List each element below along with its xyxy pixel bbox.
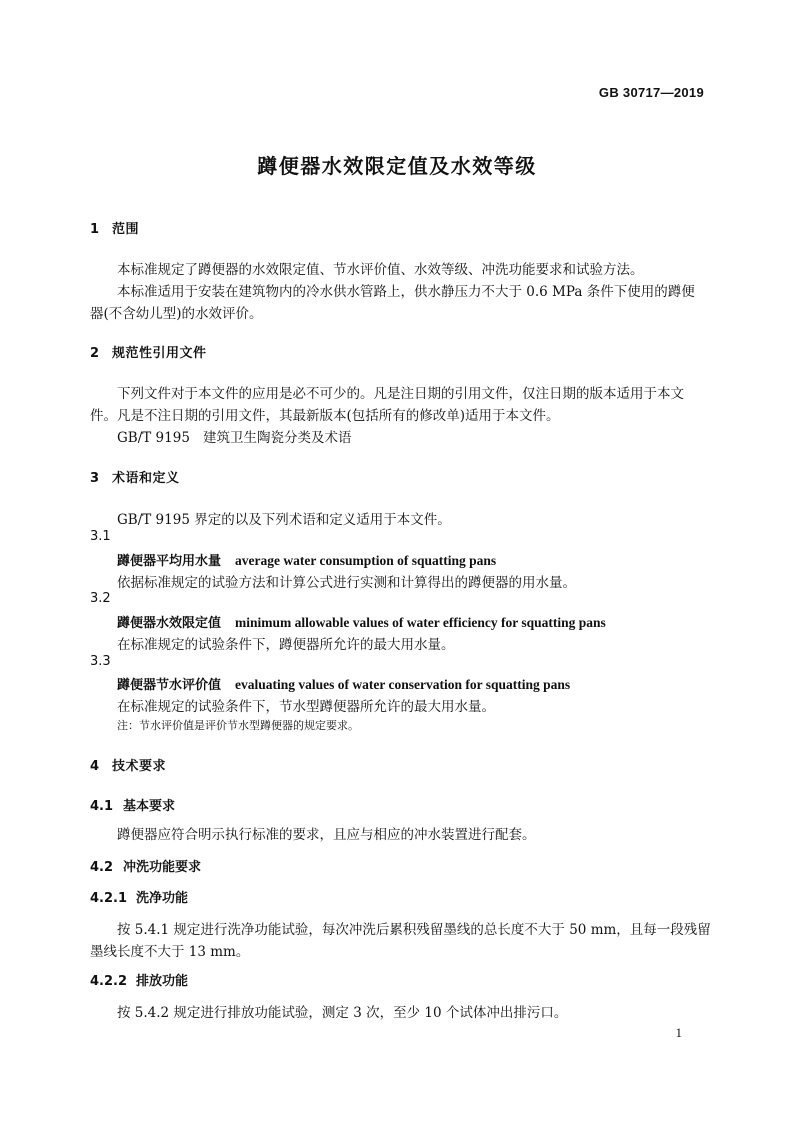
term-clause-number: 3.2 <box>90 591 111 606</box>
subsection-number: 4.2.1 <box>90 891 128 906</box>
reference-code: GB/T 9195 <box>117 430 190 446</box>
term-entry <box>117 550 496 569</box>
subsection-4-1-heading <box>90 795 175 814</box>
term-entry <box>117 674 570 693</box>
term-definition: 在标准规定的试验条件下，蹲便器所允许的最大用水量。 <box>117 637 455 653</box>
subsection-title: 洗净功能 <box>136 891 189 906</box>
paragraph: 件。凡是不注日期的引用文件，其最新版本(包括所有的修改单)适用于本文件。 <box>90 408 560 424</box>
subsection-4-2-2-heading <box>90 970 188 989</box>
document-title: 蹲便器水效限定值及水效等级 <box>257 154 537 178</box>
term-clause-number: 3.1 <box>90 529 111 544</box>
page-number: 1 <box>675 1025 682 1040</box>
term-english: average water consumption of squatting pans <box>235 553 497 568</box>
section-number: 3 <box>90 471 100 486</box>
note: 注：节水评价值是评价节水型蹲便器的规定要求。 <box>117 719 359 732</box>
paragraph: 下列文件对于本文件的应用是必不可少的。凡是注日期的引用文件，仅注日期的版本适用于本文 <box>117 386 684 402</box>
section-title: 规范性引用文件 <box>112 346 207 361</box>
section-number: 1 <box>90 222 100 237</box>
term-english: minimum allowable values of water efficiency for squatting pans <box>235 615 606 630</box>
paragraph: 按 5.4.1 规定进行洗净功能试验，每次冲洗后累积残留墨线的总长度不大于 50 mm，且每一段残留 <box>117 922 711 938</box>
subsection-title: 排放功能 <box>136 974 189 989</box>
section-1-heading <box>90 218 139 237</box>
subsection-number: 4.2.2 <box>90 974 128 989</box>
term-chinese: 蹲便器平均用水量 <box>117 554 222 569</box>
section-title: 技术要求 <box>112 759 167 774</box>
paragraph: 本标准适用于安装在建筑物内的冷水供水管路上，供水静压力不大于 0.6 MPa 条件下使用的蹲便 <box>117 284 695 300</box>
term-definition: 依据标准规定的试验方法和计算公式进行实测和计算得出的蹲便器的用水量。 <box>117 575 576 591</box>
standard-number: GB 30717—2019 <box>598 85 704 100</box>
section-title: 范围 <box>112 222 140 237</box>
normative-reference <box>117 426 352 446</box>
section-3-heading <box>90 467 180 486</box>
term-clause-number: 3.3 <box>90 654 111 669</box>
subsection-number: 4.2 <box>90 860 114 875</box>
section-number: 2 <box>90 346 100 361</box>
subsection-4-2-1-heading <box>90 887 188 906</box>
term-definition: 在标准规定的试验条件下，节水型蹲便器所允许的最大用水量。 <box>117 699 495 715</box>
paragraph: 蹲便器应符合明示执行标准的要求，且应与相应的冲水装置进行配套。 <box>117 827 536 843</box>
subsection-4-2-heading <box>90 856 201 875</box>
term-chinese: 蹲便器水效限定值 <box>117 616 222 631</box>
paragraph: 按 5.4.2 规定进行排放功能试验，测定 3 次，至少 10 个试体冲出排污口。 <box>117 1005 568 1021</box>
paragraph: 墨线长度不大于 13 mm。 <box>90 944 250 960</box>
section-4-heading <box>90 755 166 774</box>
term-english: evaluating values of water conservation for squatting pans <box>235 677 571 692</box>
subsection-title: 冲洗功能要求 <box>123 860 202 875</box>
section-title: 术语和定义 <box>112 471 180 486</box>
subsection-number: 4.1 <box>90 799 114 814</box>
term-chinese: 蹲便器节水评价值 <box>117 678 222 693</box>
section-2-heading <box>90 342 207 361</box>
paragraph: GB/T 9195 界定的以及下列术语和定义适用于本文件。 <box>117 512 451 528</box>
paragraph: 器(不含幼儿型)的水效评价。 <box>90 306 263 322</box>
reference-title: 建筑卫生陶瓷分类及术语 <box>203 430 352 446</box>
term-entry <box>117 612 606 631</box>
section-number: 4 <box>90 759 100 774</box>
subsection-title: 基本要求 <box>123 799 176 814</box>
paragraph: 本标准规定了蹲便器的水效限定值、节水评价值、水效等级、冲洗功能要求和试验方法。 <box>117 262 644 278</box>
